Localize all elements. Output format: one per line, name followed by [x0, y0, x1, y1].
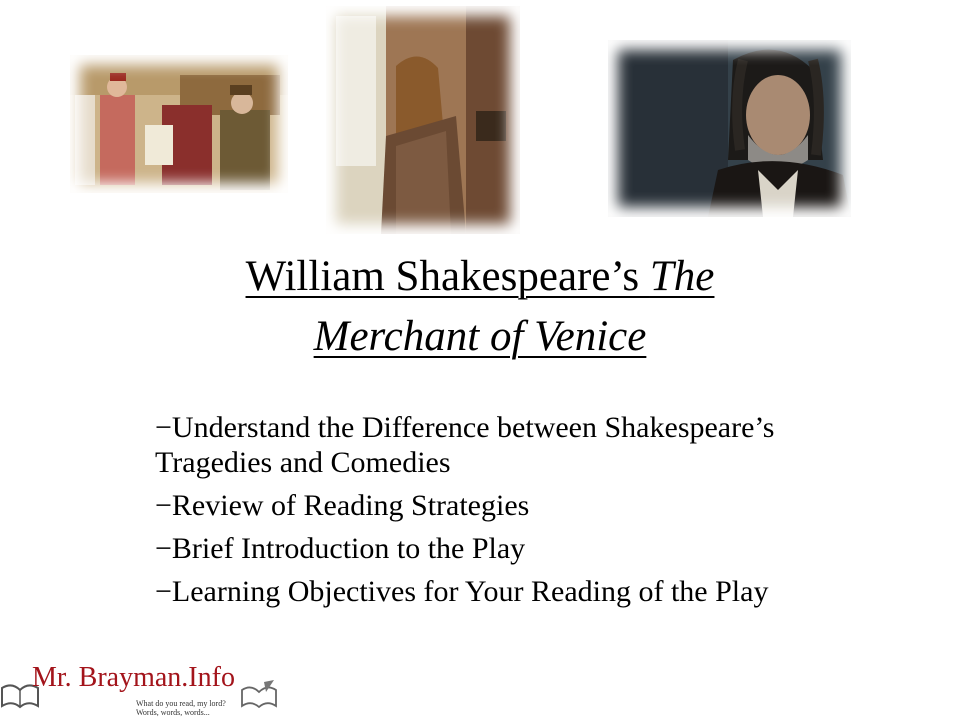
- bullet-list: [155, 410, 795, 617]
- bullet-item: −Understand the Difference between Shakespeare’s Tragedies and Comedies: [155, 411, 775, 479]
- title-text-3: Merchant of Venice: [313, 313, 647, 360]
- title-text-2: The: [649, 253, 715, 300]
- bullet-item: −Brief Introduction to the Play: [155, 532, 526, 565]
- site-logo: [0, 662, 300, 720]
- tagline-line-1: What do you read, my lord?: [136, 699, 226, 708]
- quill-book-icon: [240, 680, 278, 708]
- title-text-1: William Shakespeare’s: [245, 253, 650, 300]
- shylock-image: [608, 40, 851, 217]
- logo-tagline: [136, 699, 226, 717]
- logo-name: Mr. Brayman.Info: [32, 662, 235, 693]
- court-scene-image: [70, 55, 288, 193]
- portia-image: [326, 6, 520, 234]
- tagline-line-2: Words, words, words...: [136, 708, 210, 717]
- bullet-item: −Review of Reading Strategies: [155, 489, 530, 522]
- slide-title: [120, 247, 840, 367]
- bullet-item: −Learning Objectives for Your Reading of the Play: [155, 575, 769, 608]
